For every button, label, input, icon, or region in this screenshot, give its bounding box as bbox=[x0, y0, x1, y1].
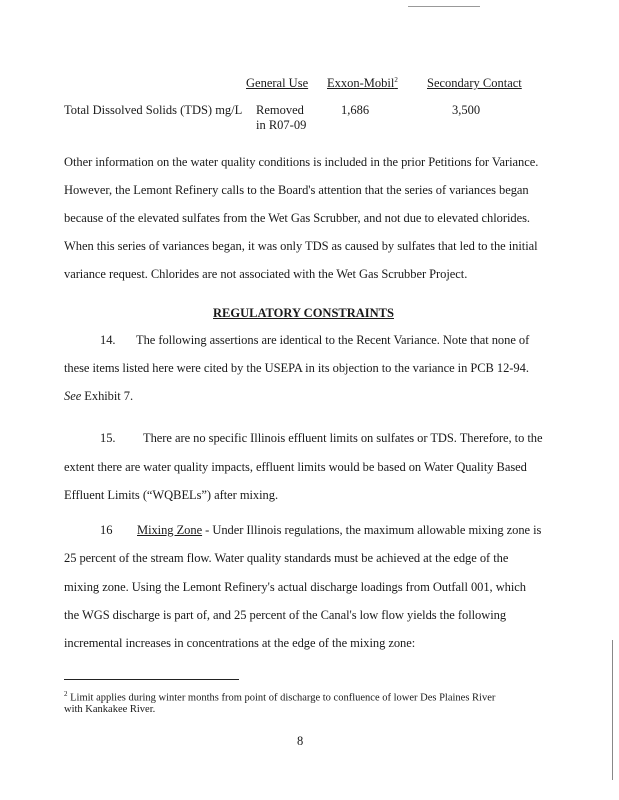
footnote-line1: Limit applies during winter months from point of discharge to confluence of lower Des Plaines River bbox=[67, 692, 496, 704]
footnote-ref-2: 2 bbox=[394, 76, 398, 84]
paragraph-line: mixing zone. Using the Lemont Refinery's actual discharge loadings from Outfall 001, which bbox=[64, 580, 526, 594]
column-header-exxon-mobil bbox=[327, 76, 398, 91]
paragraph-line: However, the Lemont Refinery calls to the Board's attention that the series of variances began bbox=[64, 183, 529, 197]
footnote-separator bbox=[64, 679, 239, 680]
paragraph-number-14: 14. bbox=[100, 333, 116, 347]
scan-mark-right-edge bbox=[612, 640, 613, 780]
footnote-line2: with Kankakee River. bbox=[64, 704, 156, 715]
column-header-general-use: General Use bbox=[246, 76, 309, 90]
scan-mark-top bbox=[408, 6, 480, 7]
footnote bbox=[64, 690, 495, 704]
paragraph-line: The following assertions are identical to the Recent Variance. Note that none of bbox=[136, 333, 530, 347]
exhibit-text: Exhibit 7. bbox=[81, 389, 134, 403]
table-cell-general-use-line2: in R07-09 bbox=[256, 118, 307, 132]
paragraph-line: extent there are water quality impacts, effluent limits would be based on Water Quality Based bbox=[64, 460, 527, 474]
paragraph-line: variance request. Chlorides are not associated with the Wet Gas Scrubber Project. bbox=[64, 267, 468, 281]
paragraph-line: the WGS discharge is part of, and 25 percent of the Canal's low flow yields the following bbox=[64, 608, 507, 622]
paragraph-line: Effluent Limits (“WQBELs”) after mixing. bbox=[64, 488, 279, 502]
table-cell-general-use-line1: Removed bbox=[256, 103, 304, 117]
column-header-exxon-mobil-label: Exxon-Mobil bbox=[327, 76, 395, 91]
see-italic: See bbox=[64, 389, 82, 403]
column-header-secondary-contact: Secondary Contact bbox=[427, 76, 522, 90]
paragraph-number-16: 16 bbox=[100, 523, 113, 537]
paragraph-line: 25 percent of the stream flow. Water quality standards must be achieved at the edge of the bbox=[64, 551, 509, 565]
paragraph-line: these items listed here were cited by the USEPA in its objection to the variance in PCB 12-94. bbox=[64, 361, 529, 375]
paragraph-first-line bbox=[137, 523, 541, 538]
paragraph-line: When this series of variances began, it was only TDS as caused by sulfates that led to the initial bbox=[64, 239, 538, 253]
table-cell-exxon-mobil: 1,686 bbox=[341, 103, 370, 117]
paragraph-line: incremental increases in concentrations at the edge of the mixing zone: bbox=[64, 636, 416, 650]
paragraph-line: Other information on the water quality conditions is included in the prior Petitions for Variance. bbox=[64, 155, 539, 169]
paragraph-number-15: 15. bbox=[100, 431, 116, 445]
section-heading: REGULATORY CONSTRAINTS bbox=[213, 306, 394, 320]
paragraph-line: There are no specific Illinois effluent limits on sulfates or TDS. Therefore, to the bbox=[143, 431, 543, 445]
table-cell-secondary-contact: 3,500 bbox=[452, 103, 481, 117]
page-number: 8 bbox=[297, 734, 304, 748]
paragraph-line-rest: - Under Illinois regulations, the maximum allowable mixing zone is bbox=[202, 523, 542, 537]
table-row-parameter: Total Dissolved Solids (TDS) mg/L bbox=[64, 103, 243, 117]
exhibit-reference bbox=[64, 389, 133, 404]
paragraph-line: because of the elevated sulfates from the Wet Gas Scrubber, and not due to elevated chlorides. bbox=[64, 211, 530, 225]
footnote-marker: 2 bbox=[64, 690, 68, 698]
mixing-zone-title: Mixing Zone bbox=[137, 523, 203, 537]
